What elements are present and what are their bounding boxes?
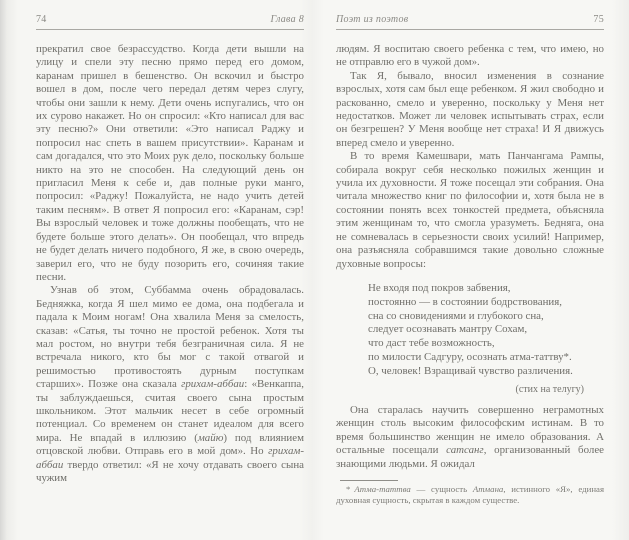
verse-line: что даст тебе возможность, — [368, 337, 495, 350]
page-left-header — [36, 14, 304, 30]
page-right-body — [336, 43, 604, 471]
text-run: — сущность — [410, 483, 473, 494]
text-run: твердо ответил: «Я не хочу отдавать своего сына чужим — [36, 458, 304, 484]
page-number-right: 75 — [593, 14, 604, 25]
paragraph — [336, 43, 604, 70]
verse-line: сна со сновидениями и глубокого сна, — [368, 309, 544, 322]
page-number-left: 74 — [36, 14, 47, 25]
verse-line: О, человек! Взращивай чувство различения. — [368, 364, 573, 377]
paragraph — [336, 404, 604, 471]
footnote-marker: * — [346, 483, 351, 494]
verse-line: по милости Садгуру, осознать атма-таттву*. — [368, 350, 572, 363]
italic-term: грихам-аббаи — [181, 378, 245, 391]
page-right — [336, 14, 604, 506]
italic-term: сатсанг — [446, 444, 484, 457]
text-run: В то время Камешвари, мать Панчангама Рампы, собирала вокруг себя несколько пожилых женщин и учила их духовности. Я тоже посещал эти собрания. Она читала множество книг по философии и, хотя была не в состоянии понять всех тонкостей предмета, объясняла этим женщинам то, что смогла уразуметь. Бедняга, она не сомневалась в серьезности своих усилий! Например, она разъясняла собравшимся такие довольно сложные духовные вопросы: — [336, 150, 604, 270]
page-right-header — [336, 14, 604, 30]
text-run: : «Венкаппа, ты заблуждаешься, считая своего сына простым школьником. Этот мальчик несет в себе огромный потенциал. Со временем он станет идеалом для всего мира. Не впадай в иллюзию ( — [36, 378, 304, 444]
page-left — [36, 14, 304, 485]
text-run: прекратил свое безрассудство. Когда дети вышли на улицу и спели эту песню прямо перед его домом, каранам пришел в бешенство. Он вскочил и быстро вошел в дом, после чего передал детям через слугу, чтобы они зашли к нему. Дети очень испугались, что он их сурово накажет. Но он спросил: «Кто написал для вас эту песню?» Они ответили: «Это написал Раджу и попросил нас спеть в вашем присутствии». Каранам и сам догадался, что это Моих рук дело, поскольку больше никто на это не способен. На следующий день он пригласил Меня к себе и, дав полные руки манго, попросил: «Раджу! Пожалуйста, не надо учить детей таким песням». В ответ Я попросил его: «Каранам, сэр! Вы взрослый человек и тоже должны пообещать, что не будете больше этого делать». Он пообещал, что впредь не будет делать ничего подобного, Я же, в свою очередь, заверил его, что не буду позорить его, сочиняя такие песни. — [36, 43, 304, 283]
italic-term: грихам-аббаи — [36, 445, 304, 471]
page-left-body — [36, 43, 304, 485]
footnote-body — [336, 484, 604, 505]
italic-term: майю — [197, 431, 224, 444]
text-run: Так Я, бывало, вносил изменения в сознание взрослых, хотя сам был еще ребенком. Я жил свободно и раскованно, смело и уверенно, поскольку у Меня нет недостатков. Может ли человек испытывать страх, если он безгрешен? У Меня вообще нет страха! И Я движусь вперед смело и уверенно. — [336, 69, 604, 149]
italic-term: Атма-таттва — [354, 483, 411, 494]
verse-line: следует осознавать мантру Сохам, — [368, 323, 528, 336]
footnote-text — [336, 484, 604, 506]
text-run: Узнав об этом, Суббамма очень обрадовалась. Бедняжка, когда Я шел мимо ее дома, она подбегала и падала к Моим ногам! Она хвалила Меня за смелость, сказав: «Сатья, ты точно не простой ребенок. Хотя ты мал ростом, но внутри тебя безграничная сила. Я не встречала никого, кто бы мог с такой отвагой и решимостью противостоять дурным поступкам старших». Позже она сказала — [36, 284, 304, 391]
text-run: , истинного «Я», единая духовная сущность, скрытая в каждом существе. — [336, 483, 604, 505]
paragraph — [36, 43, 304, 284]
text-run: людям. Я воспитаю своего ребенка с тем, что имею, но не отправлю его в чужой дом». — [336, 43, 604, 69]
verse-attribution: (стих на телугу) — [515, 384, 584, 396]
text-run: ) под влиянием отцовской любви. Отправь его в мой дом». Но — [36, 431, 304, 458]
running-title-right: Поэт из поэтов — [336, 14, 409, 25]
footnote — [336, 480, 604, 506]
italic-term: Атмана — [472, 483, 504, 494]
verse-line: Не входя под покров забвения, — [368, 281, 511, 294]
paragraph — [336, 70, 604, 150]
text-run: , организованный более знающими людьми. Я ожидал — [336, 444, 605, 470]
verse-line: постоянно — в состоянии бодрствования, — [368, 295, 562, 308]
verse-block — [368, 282, 604, 379]
text-run: Она старалась научить совершенно неграмотных женщин столь высоким философским истинам. В то время большинство женщин не имело образования. А остальные посещали — [336, 403, 604, 457]
paragraph — [336, 150, 604, 271]
footnote-separator — [340, 480, 398, 481]
running-title-left: Глава 8 — [270, 14, 304, 25]
paragraph — [36, 284, 304, 485]
